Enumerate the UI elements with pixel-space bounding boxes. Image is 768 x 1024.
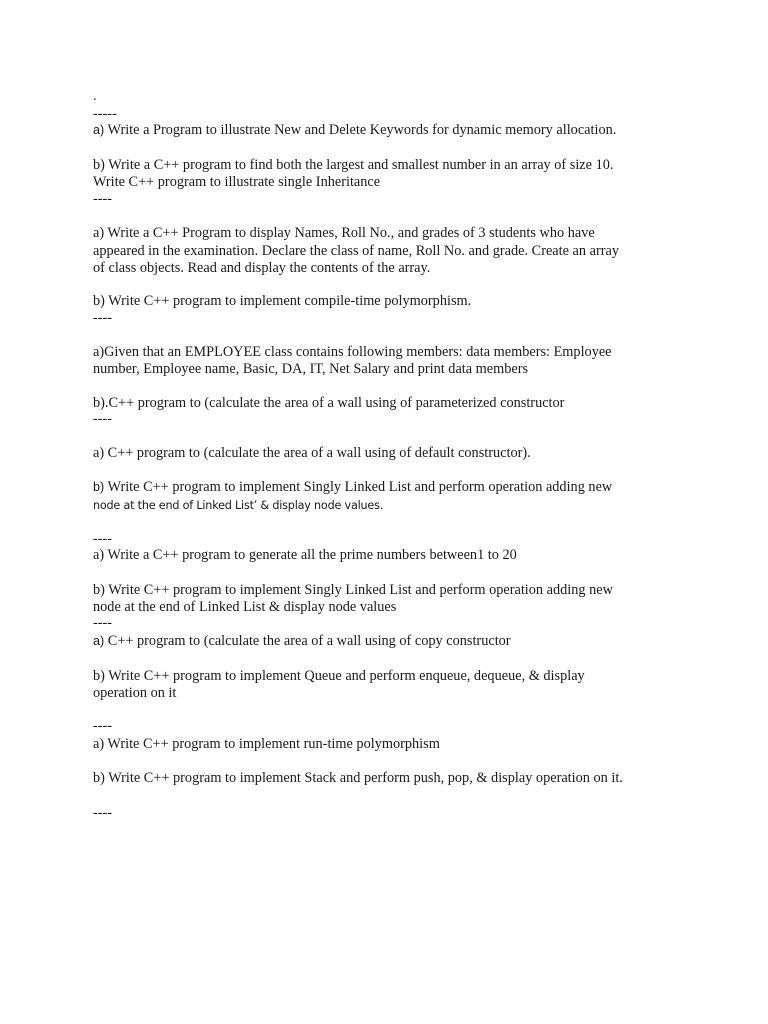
question-line: number, Employee name, Basic, DA, IT, Net Salary and print data members: [93, 361, 529, 377]
question-text: Write a Program to illustrate New and Delete Keywords for dynamic memory allocation.: [107, 122, 617, 138]
separator: ----: [93, 718, 113, 734]
leading-dot: .: [93, 89, 97, 104]
question-line: b) Write C++ program to implement Singly Linked List and perform operation adding new: [93, 582, 613, 598]
question-line: a) C++ program to (calculate the area of a wall using of default constructor).: [93, 445, 531, 461]
separator: -----: [93, 106, 117, 122]
question-line: b) Write a C++ program to find both the largest and smallest number in an array of size 10.: [93, 157, 614, 173]
question-line: node at the end of Linked List & display node values: [93, 599, 397, 615]
separator: ----: [93, 615, 113, 631]
question-line: b).C++ program to (calculate the area of a wall using of parameterized constructor: [93, 395, 565, 411]
question-line: operation on it: [93, 685, 177, 701]
question-label: a): [93, 123, 105, 137]
question-text: C++ program to (calculate the area of a wall using of copy constructor: [107, 633, 511, 649]
question-label: b): [93, 480, 105, 494]
question-line: [93, 633, 511, 650]
question-line: b) Write C++ program to implement compile-time polymorphism.: [93, 293, 472, 309]
separator: ----: [93, 805, 113, 821]
question-label: a): [93, 634, 105, 648]
separator: ----: [93, 191, 113, 207]
question-line: of class objects. Read and display the contents of the array.: [93, 260, 431, 276]
separator: ----: [93, 411, 113, 427]
question-line: b) Write C++ program to implement Queue and perform enqueue, dequeue, & display: [93, 668, 585, 684]
question-line: a) Write a C++ program to generate all the prime numbers between1 to 20: [93, 547, 517, 563]
separator: ----: [93, 531, 113, 547]
question-line: [93, 479, 612, 496]
question-line: [93, 122, 616, 139]
question-text: Write C++ program to implement Singly Linked List and perform operation adding new: [107, 479, 613, 495]
question-line: appeared in the examination. Declare the class of name, Roll No. and grade. Create an array: [93, 243, 619, 259]
question-line: a) Write C++ program to implement run-time polymorphism: [93, 736, 440, 752]
question-line: b) Write C++ program to implement Stack and perform push, pop, & display operation on it.: [93, 770, 623, 786]
question-line: Write C++ program to illustrate single Inheritance: [93, 174, 381, 190]
separator: ----: [93, 310, 113, 326]
question-line: a) Write a C++ Program to display Names, Roll No., and grades of 3 students who have: [93, 225, 595, 241]
question-line: node at the end of Linked List’ & display node values.: [93, 499, 384, 512]
question-line: a)Given that an EMPLOYEE class contains following members: data members: Employee: [93, 344, 612, 360]
